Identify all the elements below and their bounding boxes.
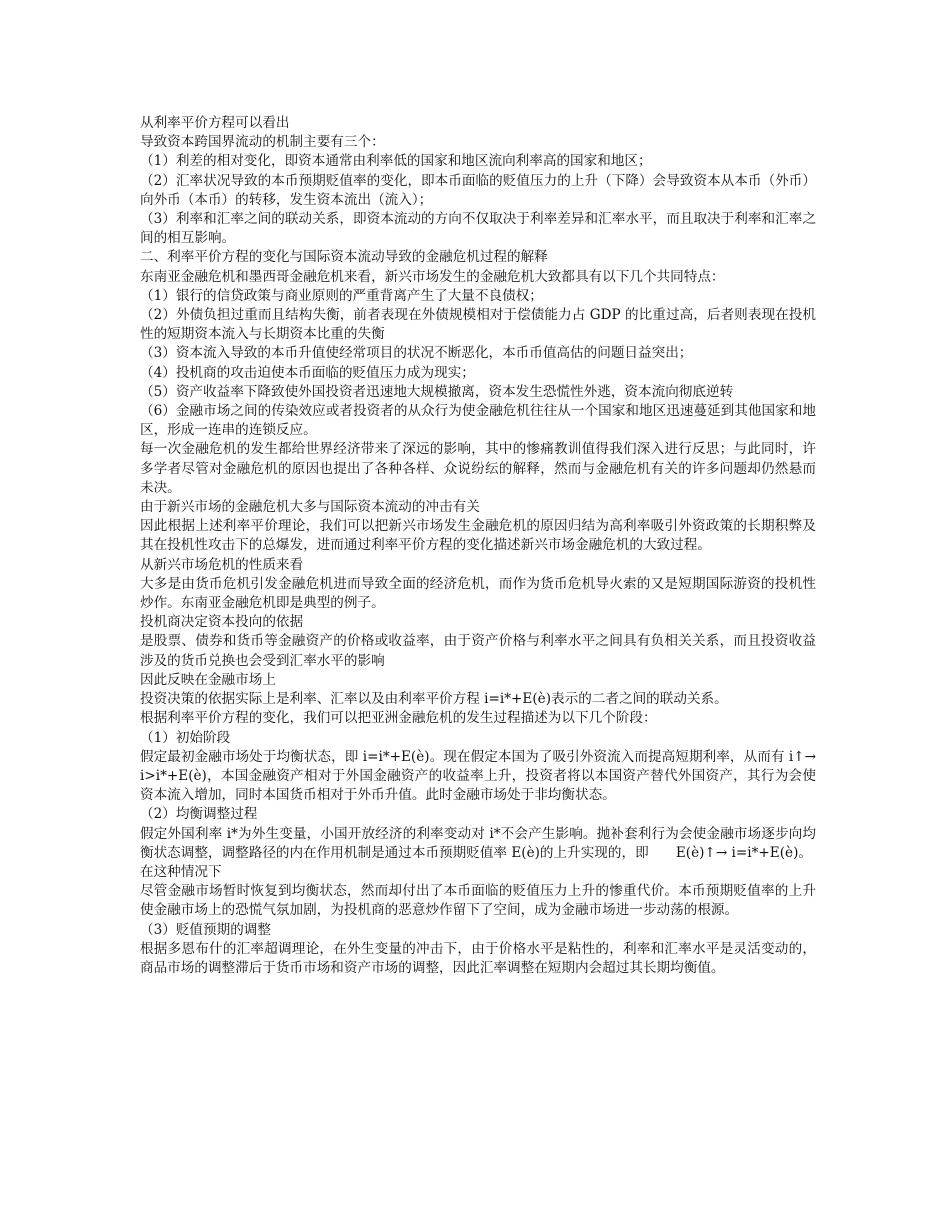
paragraph-nature: 大多是由货币危机引发金融危机进而导致全面的经济危机，而作为货币危机导火索的又是短期国际游资的投机性炒作。东南亚金融危机即是典型的例子。: [140, 575, 816, 612]
paragraph-situation: 在这种情况下: [140, 863, 222, 880]
list-item-feature-1: （1）银行的信贷政策与商业原则的严重背离产生了大量不良债权；: [140, 287, 543, 304]
paragraph-stage-1: 假定最初金融市场处于均衡状态，即 i=i*+E(è)。现在假定本国为了吸引外资流入而提高短期利率，从而有 i↑→ i>i*+E(è)，本国金融资产相对于外国金融资产的收益率上升，投资者将以本国资产替代外国资产，其行为会使资本流入增加，同时本国货币相对于外币升值。此时金融市场处于非均衡状态。: [140, 748, 816, 804]
paragraph-basis-heading: 投机商决定资本投向的依据: [140, 614, 304, 631]
paragraph-basis: 是股票、债券和货币等金融资产的价格或收益率，由于资产价格与利率水平之间具有负相关关系，而且投资收益涉及的货币兑换也会受到汇率水平的影响: [140, 633, 816, 669]
list-item-feature-4: （4）投机商的攻击迫使本币面临的贬值压力成为现实；: [140, 364, 475, 381]
paragraph-common-features: 东南亚金融危机和墨西哥金融危机来看，新兴市场发生的金融危机大致都具有以下几个共同特点：: [140, 268, 725, 285]
stage-heading-3: （3）贬值预期的调整: [140, 921, 271, 938]
list-item-mechanism-3: （3）利率和汇率之间的联动关系，即资本流动的方向不仅取决于利率差异和汇率水平，而且取决于利率和汇率之间的相互影响。: [140, 211, 816, 247]
document-page: [140, 114, 816, 978]
paragraph-cause: 因此根据上述利率平价理论，我们可以把新兴市场发生金融危机的原因归结为高利率吸引外资政策的长期积弊及其在投机性攻击下的总爆发，进而通过利率平价方程的变化描述新兴市场金融危机的大致过程。: [140, 518, 816, 554]
paragraph-stage-2: 假定外国利率 i*为外生变量，小国开放经济的利率变动对 i*不会产生影响。抛补套利行为会使金融市场逐步向均衡状态调整，调整路径的内在作用机制是通过本币预期贬值率 E(è)的上升实现的，即 E(è)↑→ i=i*+E(è)。: [140, 825, 816, 861]
list-item-feature-2: （2）外债负担过重而且结构失衡，前者表现在外债规模相对于偿债能力占 GDP 的比重过高，后者则表现在投机性的短期资本流入与长期资本比重的失衡: [140, 307, 816, 343]
paragraph-capital-shock: 由于新兴市场的金融危机大多与国际资本流动的冲击有关: [140, 499, 480, 516]
paragraph-decision-basis: 投资决策的依据实际上是利率、汇率以及由利率平价方程 i=i*+E(è)表示的二者之间的联动关系。: [140, 691, 728, 708]
list-item-feature-3: （3）资本流入导致的本币升值使经常项目的状况不断恶化，本币币值高估的问题日益突出；: [140, 345, 693, 362]
paragraph-intro-1: 从利率平价方程可以看出: [140, 115, 290, 131]
section-heading-2: 二、利率平价方程的变化与国际资本流动导致的金融危机过程的解释: [140, 249, 548, 266]
list-item-feature-6: （6）金融市场之间的传染效应或者投资者的从众行为使金融危机往往从一个国家和地区迅速蔓延到其他国家和地区，形成一连串的连锁反应。: [140, 403, 816, 439]
paragraph-consequence: 尽管金融市场暂时恢复到均衡状态，然而却付出了本币面临的贬值压力上升的惨重代价。本币预期贬值率的上升使金融市场上的恐慌气氛加剧，为投机商的恶意炒作留下了空间，成为金融市场进一步动荡的根源。: [140, 883, 816, 919]
list-item-mechanism-1: （1）利差的相对变化，即资本通常由利率低的国家和地区流向利率高的国家和地区；: [140, 153, 652, 170]
list-item-mechanism-2: （2）汇率状况导致的本币预期贬值率的变化，即本币面临的贬值压力的上升（下降）会导致资本从本币（外币）向外币（本币）的转移，发生资本流出（流入）；: [140, 172, 816, 208]
stage-heading-1: （1）初始阶段: [140, 729, 231, 746]
paragraph-reflection: 每一次金融危机的发生都给世界经济带来了深远的影响，其中的惨痛教训值得我们深入进行反思；与此同时，许多学者尽管对金融危机的原因也提出了各种各样、众说纷纭的解释，然而与金融危机有关的许多问题却仍然悬而未决。: [140, 441, 816, 496]
paragraph-market-reflection: 因此反映在金融市场上: [140, 671, 276, 688]
paragraph-intro-2: 导致资本跨国界流动的机制主要有三个：: [140, 134, 385, 151]
stage-heading-2: （2）均衡调整过程: [140, 806, 258, 823]
paragraph-nature-heading: 从新兴市场危机的性质来看: [140, 556, 304, 573]
list-item-feature-5: （5）资产收益率下降致使外国投资者迅速地大规模撤离，资本发生恐慌性外逃，资本流向彻底逆转: [140, 383, 734, 400]
paragraph-stages-intro: 根据利率平价方程的变化，我们可以把亚洲金融危机的发生过程描述为以下几个阶段：: [140, 710, 657, 727]
paragraph-stage-3: 根据多恩布什的汇率超调理论，在外生变量的冲击下，由于价格水平是粘性的，利率和汇率水平是灵活变动的，商品市场的调整滞后于货币市场和资产市场的调整，因此汇率调整在短期内会超过其长期均衡值。: [140, 940, 816, 976]
